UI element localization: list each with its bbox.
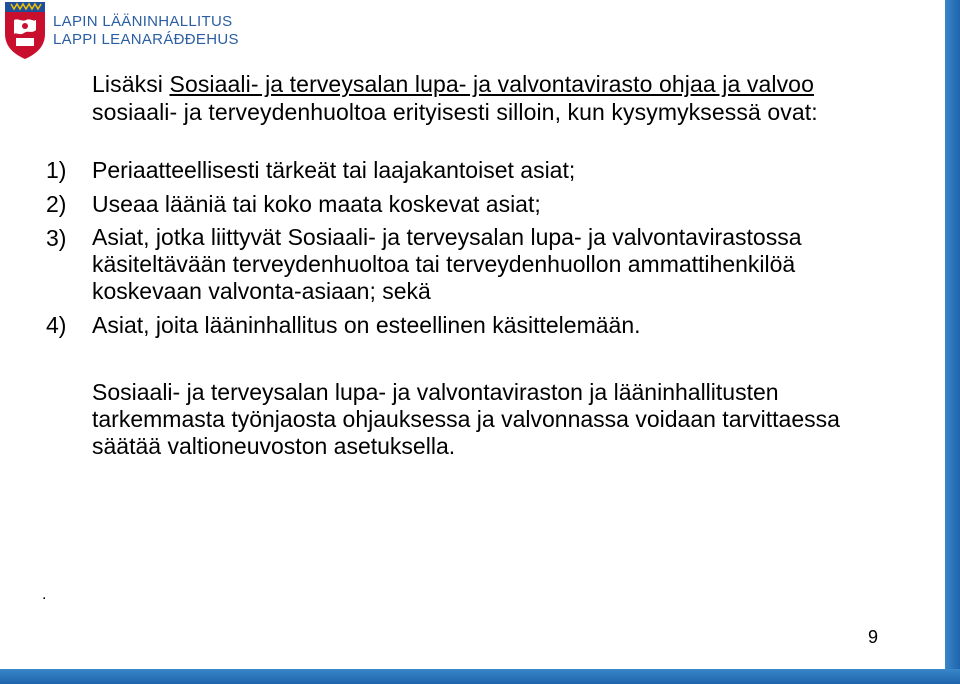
right-edge-bar bbox=[945, 0, 960, 684]
list-item bbox=[46, 224, 896, 305]
list-item bbox=[46, 190, 896, 218]
list-item bbox=[46, 311, 896, 339]
page-number: 9 bbox=[867, 627, 878, 647]
intro-underlined: Sosiaali- ja terveysalan lupa- ja valvontavirasto ohjaa ja valvoo bbox=[169, 71, 814, 97]
list-item-number: 1) bbox=[46, 157, 67, 183]
bottom-edge-bar bbox=[0, 669, 960, 684]
list-item-number: 3) bbox=[46, 225, 67, 251]
list-item-text: Useaa lääniä tai koko maata koskevat asiat; bbox=[92, 191, 541, 217]
coat-of-arms-icon bbox=[2, 0, 48, 60]
list-item-text: Periaatteellisesti tärkeät tai laajakantoiset asiat; bbox=[92, 157, 576, 183]
list-item-number: 4) bbox=[46, 312, 67, 338]
intro-rest: sosiaali- ja terveydenhuoltoa erityisesti silloin, kun kysymyksessä ovat: bbox=[92, 99, 818, 125]
header-logo bbox=[0, 0, 260, 60]
list-item-text: Asiat, jotka liittyvät Sosiaali- ja terveysalan lupa- ja valvontavirastossa käsiteltävään terveydenhuoltoa tai terveydenhuollon ammattihenkilöä koskevaan valvonta-asiaan; sekä bbox=[92, 224, 802, 304]
intro-lead: Lisäksi bbox=[92, 71, 170, 97]
slide-content bbox=[46, 70, 896, 460]
intro-paragraph bbox=[92, 70, 896, 126]
numbered-list bbox=[46, 156, 896, 339]
stray-dot: . bbox=[42, 586, 47, 603]
org-name-se: LAPPI LEANARÁÐĐEHUS bbox=[53, 31, 239, 48]
list-item bbox=[46, 156, 896, 184]
list-item-text: Asiat, joita lääninhallitus on esteellinen käsittelemään. bbox=[92, 312, 641, 338]
org-name-fi: LAPIN LÄÄNINHALLITUS bbox=[53, 13, 233, 30]
list-item-number: 2) bbox=[46, 191, 67, 217]
org-name bbox=[53, 13, 239, 49]
closing-paragraph: Sosiaali- ja terveysalan lupa- ja valvontaviraston ja lääninhallitusten tarkemmasta työnjaosta ohjauksessa ja valvonnassa voidaan tarvittaessa säätää valtioneuvoston asetuksella. bbox=[92, 379, 840, 459]
